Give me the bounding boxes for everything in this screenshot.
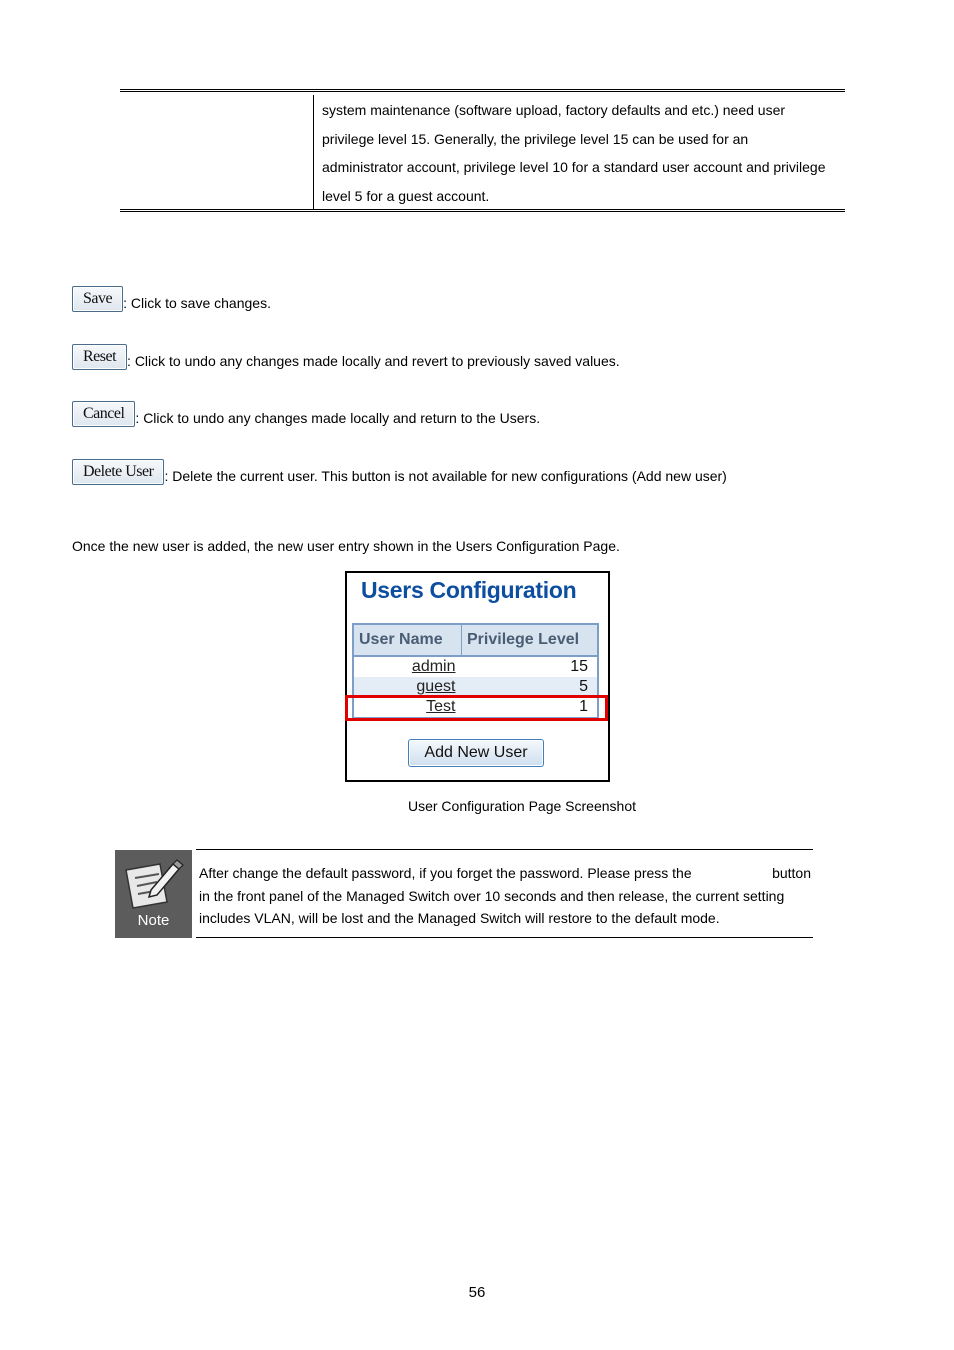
- user-link-test[interactable]: Test: [426, 698, 456, 715]
- user-link-guest[interactable]: guest: [416, 678, 456, 695]
- note-line-2: in the front panel of the Managed Switch over 10 seconds and then release, the current setting: [199, 887, 785, 904]
- cancel-button[interactable]: Cancel: [72, 401, 135, 427]
- save-description: : Click to save changes.: [123, 295, 271, 311]
- note-icon-label: Note: [137, 912, 170, 929]
- notepad-pencil-icon: [115, 850, 192, 914]
- description-line: administrator account, privilege level 10 for a standard user account and privilege: [322, 159, 826, 176]
- delete-user-row: [72, 459, 727, 489]
- save-button[interactable]: Save: [72, 286, 123, 312]
- reset-row: [72, 344, 620, 374]
- page-number: 56: [468, 1284, 486, 1301]
- delete-user-button[interactable]: Delete User: [72, 459, 164, 485]
- column-header-user-name: User Name: [353, 624, 462, 656]
- screenshot-title: Users Configuration: [361, 577, 577, 603]
- privilege-description: [322, 96, 844, 211]
- table-bottom-rule: [120, 209, 845, 212]
- reset-description: : Click to undo any changes made locally and revert to previously saved values.: [127, 353, 620, 369]
- users-configuration-screenshot: [345, 571, 610, 782]
- note-text: [199, 862, 811, 930]
- description-line: system maintenance (software upload, factory defaults and etc.) need user: [322, 102, 786, 118]
- privilege-cell: 1: [462, 697, 599, 718]
- save-row: [72, 286, 271, 316]
- table-row: [353, 656, 598, 677]
- note-line-1: After change the default password, if you forget the password. Please press the: [199, 865, 692, 881]
- figure-caption: User Configuration Page Screenshot: [407, 798, 637, 814]
- note-bottom-rule: [196, 937, 813, 938]
- privilege-cell: 15: [462, 656, 599, 677]
- note-line-3: includes VLAN, will be lost and the Managed Switch will restore to the default mode.: [199, 910, 720, 926]
- delete-user-description: : Delete the current user. This button is not available for new configurations (Add new user): [164, 468, 727, 484]
- note-top-rule: [196, 849, 813, 850]
- table-row: [353, 677, 598, 697]
- column-header-privilege-level: Privilege Level: [462, 624, 599, 656]
- description-line: level 5 for a guest account.: [322, 188, 490, 205]
- user-link-admin[interactable]: admin: [411, 658, 456, 675]
- note-icon: [115, 850, 192, 938]
- description-line: privilege level 15. Generally, the privilege level 15 can be used for an: [322, 130, 749, 147]
- intro-paragraph: Once the new user is added, the new user entry shown in the Users Configuration Page.: [72, 538, 620, 554]
- privilege-cell: 5: [462, 677, 599, 697]
- reset-button[interactable]: Reset: [72, 344, 127, 370]
- add-new-user-button[interactable]: Add New User: [408, 739, 544, 767]
- cancel-description: : Click to undo any changes made locally and return to the Users.: [135, 410, 541, 426]
- highlight-box: [345, 695, 608, 721]
- table-column-divider: [313, 95, 314, 210]
- table-top-rule: [120, 89, 845, 92]
- note-line-1-end: button: [772, 865, 811, 881]
- cancel-row: [72, 401, 540, 431]
